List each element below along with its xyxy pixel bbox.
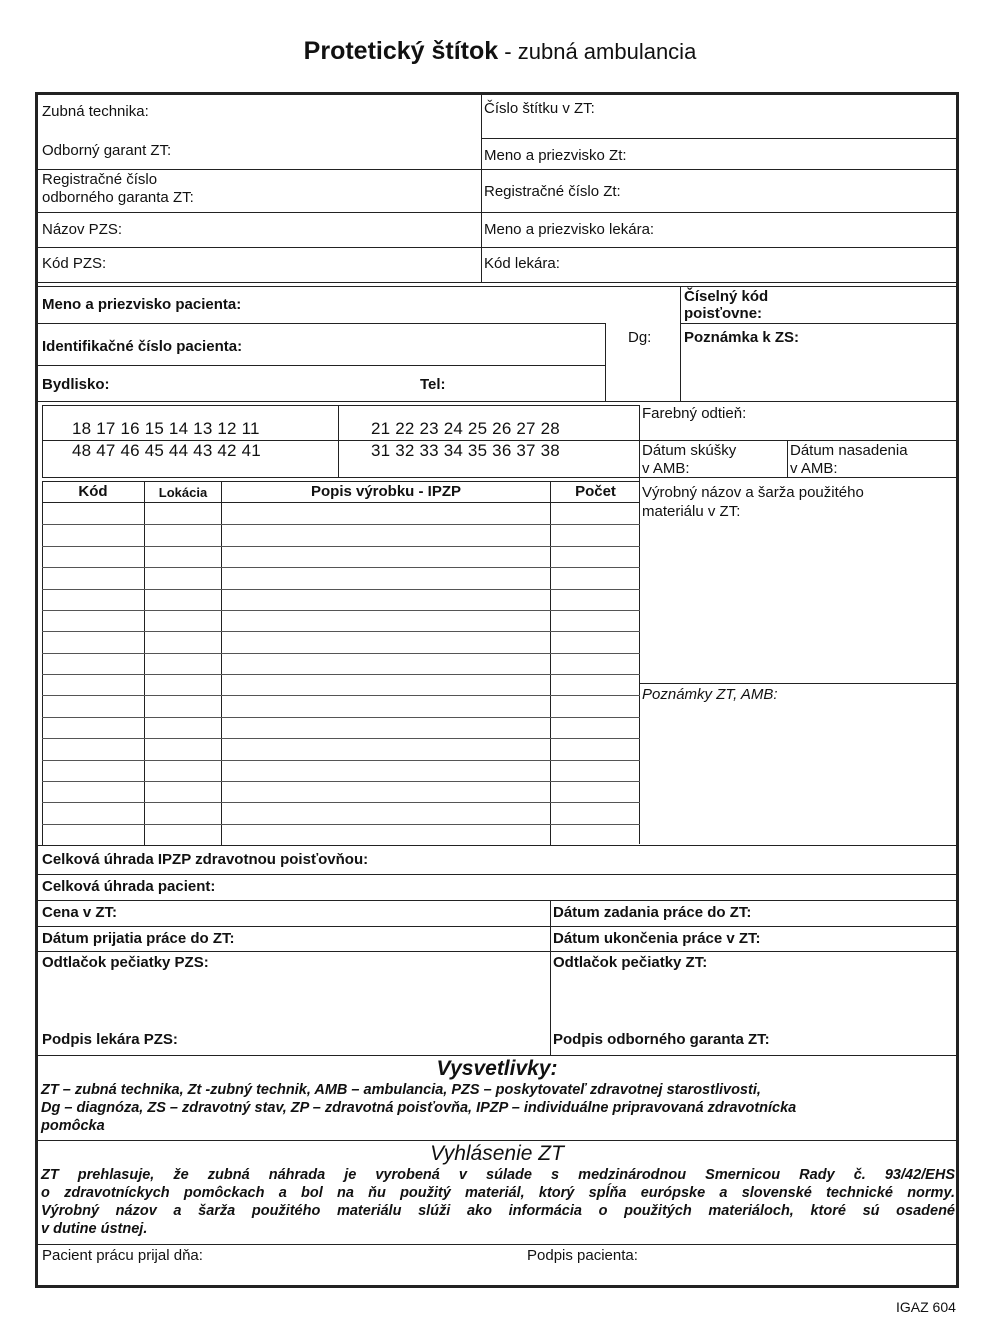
reg-no-label-2[interactable]: odborného garanta ZT: bbox=[42, 189, 194, 206]
pzs-name-label[interactable]: Názov PZS: bbox=[42, 221, 123, 238]
line bbox=[36, 951, 958, 952]
table-row-line bbox=[42, 589, 640, 590]
line bbox=[36, 926, 958, 927]
patient-signature-label[interactable]: Podpis pacienta: bbox=[527, 1247, 638, 1264]
page-title bbox=[0, 36, 1000, 67]
legend-line-2: Dg – diagnóza, ZS – zdravotný stav, ZP – zdravotná poisťovňa, IPZP – individuálne pripravovaná zdravotnícka bbox=[41, 1100, 797, 1116]
line bbox=[787, 440, 788, 478]
table-row-line bbox=[42, 802, 640, 803]
legend-line-3: pomôcka bbox=[41, 1118, 105, 1134]
line bbox=[550, 900, 551, 1055]
line bbox=[680, 323, 958, 324]
line bbox=[36, 212, 958, 213]
finish-date-label[interactable]: Dátum ukončenia práce v ZT: bbox=[553, 930, 761, 947]
accept-date-label[interactable]: Dátum prijatia práce do ZT: bbox=[42, 930, 235, 947]
assign-date-label[interactable]: Dátum zadania práce do ZT: bbox=[553, 904, 752, 921]
legend-heading: Vysvetlivky: bbox=[436, 1057, 558, 1080]
items-table bbox=[42, 481, 640, 845]
line bbox=[36, 401, 958, 402]
table-row-line bbox=[42, 760, 640, 761]
sign-guarantor-label[interactable]: Podpis odborného garanta ZT: bbox=[553, 1031, 770, 1048]
table-row-line bbox=[42, 781, 640, 782]
line bbox=[680, 286, 681, 402]
teeth-upper-left[interactable]: 21 22 23 24 25 26 27 28 bbox=[371, 419, 560, 438]
table-row-line bbox=[42, 738, 640, 739]
technician-name-label[interactable]: Meno a priezvisko Zt: bbox=[484, 147, 627, 164]
patient-id-label[interactable]: Identifikačné číslo pacienta: bbox=[42, 338, 243, 355]
col-description-header: Popis výrobku - IPZP bbox=[310, 483, 462, 500]
table-row-line bbox=[42, 524, 640, 525]
line bbox=[42, 481, 43, 845]
reg-no-label-1: Registračné číslo bbox=[42, 171, 158, 188]
teeth-lower-left[interactable]: 31 32 33 34 35 36 37 38 bbox=[371, 441, 560, 460]
title-main: Protetický štítok bbox=[303, 37, 499, 65]
tel-label[interactable]: Tel: bbox=[420, 376, 446, 393]
line bbox=[36, 900, 958, 901]
col-location-header: Lokácia bbox=[158, 485, 208, 500]
dental-lab-label[interactable]: Zubná technika: bbox=[42, 103, 149, 120]
patient-total-label[interactable]: Celková úhrada pacient: bbox=[42, 878, 216, 895]
trial-date-label-2[interactable]: v AMB: bbox=[642, 460, 690, 477]
line bbox=[42, 405, 639, 406]
health-note-label[interactable]: Poznámka k ZS: bbox=[684, 329, 800, 346]
line bbox=[36, 169, 958, 170]
insurer-code-label-1: Číselný kód bbox=[684, 288, 769, 305]
technician-reg-label[interactable]: Registračné číslo Zt: bbox=[484, 183, 621, 200]
table-row-line bbox=[42, 567, 640, 568]
table-row-line bbox=[42, 824, 640, 825]
insert-date-label-2[interactable]: v AMB: bbox=[790, 460, 838, 477]
legend-text bbox=[41, 1081, 953, 1135]
insurer-total-label[interactable]: Celková úhrada IPZP zdravotnou poisťovňou: bbox=[42, 851, 369, 868]
material-label-2[interactable]: materiálu v ZT: bbox=[642, 503, 741, 520]
material-label-1: Výrobný názov a šarža použitého bbox=[642, 484, 864, 501]
table-row-line bbox=[42, 631, 640, 632]
pzs-code-label[interactable]: Kód PZS: bbox=[42, 255, 107, 272]
notes-label[interactable]: Poznámky ZT, AMB: bbox=[642, 686, 778, 703]
insert-date-label-1: Dátum nasadenia bbox=[790, 442, 908, 459]
guarantor-label[interactable]: Odborný garant ZT: bbox=[42, 142, 172, 159]
table-row-line bbox=[42, 546, 640, 547]
line bbox=[36, 323, 606, 324]
doctor-code-label[interactable]: Kód lekára: bbox=[484, 255, 560, 272]
address-label[interactable]: Bydlisko: bbox=[42, 376, 110, 393]
line bbox=[36, 247, 958, 248]
line bbox=[36, 874, 958, 875]
line bbox=[36, 286, 958, 287]
stamp-pzs-label[interactable]: Odtlačok pečiatky PZS: bbox=[42, 954, 209, 971]
declaration-line-1: ZT prehlasuje, že zubná náhrada je vyrobená v súlade s medzinárodnou Smernicou Rady č. 93/42/EHS bbox=[41, 1167, 955, 1183]
form-code: IGAZ 604 bbox=[896, 1299, 956, 1315]
sign-doctor-label[interactable]: Podpis lekára PZS: bbox=[42, 1031, 178, 1048]
stamp-zt-label[interactable]: Odtlačok pečiatky ZT: bbox=[553, 954, 708, 971]
line bbox=[221, 481, 222, 845]
line bbox=[144, 481, 145, 845]
table-row-line bbox=[42, 695, 640, 696]
line bbox=[639, 683, 958, 684]
table-row-line bbox=[42, 653, 640, 654]
declaration-line-2: o zdravotníckych pomôckach a bol na ňu použitý materiál, ktorý spĺňa európske a slovenské technické normy. bbox=[41, 1185, 955, 1201]
teeth-divider bbox=[338, 405, 339, 478]
declaration-heading: Vyhlásenie ZT bbox=[430, 1142, 564, 1165]
legend-line-1: ZT – zubná technika, Zt -zubný technik, AMB – ambulancia, PZS – poskytovateľ zdravotnej starostlivosti, bbox=[41, 1082, 761, 1098]
teeth-lower-right[interactable]: 48 47 46 45 44 43 42 41 bbox=[72, 441, 261, 460]
table-row-line bbox=[42, 717, 640, 718]
line bbox=[42, 405, 43, 478]
line bbox=[605, 323, 606, 402]
line bbox=[36, 365, 606, 366]
table-row-line bbox=[42, 610, 640, 611]
accepted-date-label[interactable]: Pacient prácu prijal dňa: bbox=[42, 1247, 203, 1264]
doctor-name-label[interactable]: Meno a priezvisko lekára: bbox=[484, 221, 655, 238]
diagnosis-label[interactable]: Dg: bbox=[628, 329, 652, 346]
line bbox=[481, 138, 958, 139]
declaration-line-3: Výrobný názov a šarža použitého materiálu slúži ako informácia o použitých materiáloch, ktoré sú osadené bbox=[41, 1203, 955, 1219]
teeth-upper-right[interactable]: 18 17 16 15 14 13 12 11 bbox=[72, 419, 260, 438]
color-shade-label[interactable]: Farebný odtieň: bbox=[642, 405, 747, 422]
insurer-code-label-2[interactable]: poisťovne: bbox=[684, 305, 763, 322]
line bbox=[36, 845, 958, 846]
patient-name-label[interactable]: Meno a priezvisko pacienta: bbox=[42, 296, 242, 313]
label-number-label[interactable]: Číslo štítku v ZT: bbox=[484, 100, 595, 117]
trial-date-label-1: Dátum skúšky bbox=[642, 442, 737, 459]
declaration-line-4: v dutine ústnej. bbox=[41, 1221, 148, 1237]
price-label[interactable]: Cena v ZT: bbox=[42, 904, 118, 921]
col-code-header: Kód bbox=[78, 483, 108, 500]
table-row-line bbox=[42, 674, 640, 675]
col-count-header: Počet bbox=[575, 483, 616, 500]
line bbox=[36, 282, 958, 283]
line bbox=[36, 1244, 958, 1245]
title-sub: - zubná ambulancia bbox=[498, 39, 697, 64]
header-divider bbox=[481, 93, 482, 283]
declaration-text bbox=[41, 1166, 955, 1238]
line bbox=[550, 481, 551, 845]
